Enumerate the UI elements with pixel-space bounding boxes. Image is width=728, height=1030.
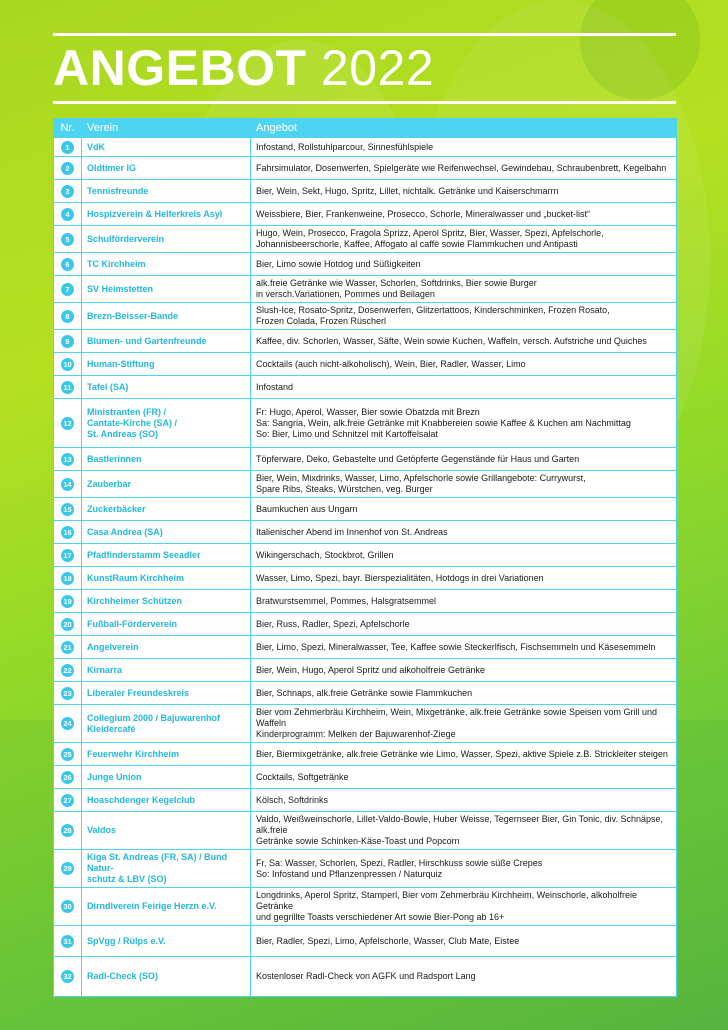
table-row xyxy=(54,613,677,636)
offer-cell xyxy=(251,812,677,850)
offer-line: Getränke sowie Schinken-Käse-Toast und Popcorn xyxy=(256,836,460,846)
club-name-cell xyxy=(82,888,251,926)
number-badge: 4 xyxy=(61,208,74,221)
club-name-cell xyxy=(82,138,251,157)
table-body xyxy=(54,138,677,997)
number-badge: 29 xyxy=(61,862,74,875)
offer-cell xyxy=(251,157,677,180)
offer-cell xyxy=(251,743,677,766)
row-number-cell xyxy=(54,353,82,376)
offer-cell xyxy=(251,376,677,399)
offer-line: und gegrillte Toasts verschiedener Art sowie Bier-Pong ab 16+ xyxy=(256,912,505,922)
table-row xyxy=(54,544,677,567)
club-name-cell xyxy=(82,521,251,544)
row-number-cell xyxy=(54,138,82,157)
offer-line: Bier, Schnaps, alk.freie Getränke sowie Flammkuchen xyxy=(256,687,473,698)
club-name-cell xyxy=(82,659,251,682)
offer-line: Italienischer Abend im Innenhof von St. Andreas xyxy=(256,526,448,537)
offer-cell xyxy=(251,399,677,448)
offer-cell xyxy=(251,705,677,743)
number-badge: 18 xyxy=(61,572,74,585)
club-name-cell xyxy=(82,376,251,399)
club-name-line: St. Andreas (SO) xyxy=(87,428,159,439)
offer-line: Cocktails, Softgetränke xyxy=(256,771,349,782)
row-number-cell xyxy=(54,203,82,226)
offer-cell xyxy=(251,303,677,330)
number-badge: 13 xyxy=(61,453,74,466)
title-rule-top xyxy=(53,33,676,36)
offer-line: Frozen Colada, Frozen Rüscherl xyxy=(256,316,387,326)
number-badge: 1 xyxy=(61,141,74,154)
offer-line: Baumkuchen aus Ungarn xyxy=(256,503,358,514)
number-badge: 6 xyxy=(61,258,74,271)
club-name-line: Dirndlverein Feirige Herzn e.V. xyxy=(87,901,217,911)
offer-line: Bratwurstsemmel, Pommes, Halsgratsemmel xyxy=(256,595,437,606)
number-badge: 9 xyxy=(61,335,74,348)
offer-cell xyxy=(251,138,677,157)
club-name-cell xyxy=(82,705,251,743)
offer-line: Weissbiere, Bier, Frankenweine, Prosecco, Schorle, Mineralwasser und „bucket-list“ xyxy=(256,208,590,219)
number-badge: 32 xyxy=(61,970,74,983)
club-name-line: Zauberbar xyxy=(87,478,132,489)
table-row xyxy=(54,138,677,157)
table-row xyxy=(54,590,677,613)
row-number-cell xyxy=(54,448,82,471)
offer-line: Hugo, Wein, Prosecco, Fragola Sprizz, Aperol Spritz, Bier, Wasser, Spezi, Apfelschorle, xyxy=(256,228,604,238)
offer-line: Fr: Hugo, Aperol, Wasser, Bier sowie Obatzda mit Brezn xyxy=(256,406,480,417)
number-badge: 8 xyxy=(61,310,74,323)
club-name-line: Bastlerinnen xyxy=(87,453,142,464)
row-number-cell xyxy=(54,812,82,850)
offer-line: Valdo, Weißweinschorle, Lillet-Valdo-Bowle, Huber Weisse, Tegernseer Bier, Gin Tonic, div. Schnäpse, alk.freie xyxy=(256,814,664,835)
number-badge: 26 xyxy=(61,771,74,784)
club-name-line: Zuckerbäcker xyxy=(87,503,146,514)
table-row xyxy=(54,353,677,376)
title-rule-bottom xyxy=(53,101,676,104)
offer-cell xyxy=(251,521,677,544)
club-name-line: Kirchheimer Schützen xyxy=(87,595,183,606)
table-row xyxy=(54,399,677,448)
club-name-cell xyxy=(82,636,251,659)
offer-cell xyxy=(251,613,677,636)
number-badge: 14 xyxy=(61,478,74,491)
table-row xyxy=(54,521,677,544)
table-row xyxy=(54,157,677,180)
club-name-cell xyxy=(82,330,251,353)
row-number-cell xyxy=(54,157,82,180)
row-number-cell xyxy=(54,303,82,330)
club-name-line: Tennisfreunde xyxy=(87,185,149,196)
club-name-cell xyxy=(82,590,251,613)
club-name-cell xyxy=(82,399,251,448)
offer-line: Bier, Limo, Spezi, Mineralwasser, Tee, Kaffee sowie Steckerlfisch, Fischsemmeln und Käsesemmeln xyxy=(256,641,656,652)
offer-line: Bier, Biermixgetränke, alk.freie Getränke wie Limo, Wasser, Spezi, aktive Spiele z.B. Strickleiter steigen xyxy=(256,748,668,759)
table-row xyxy=(54,498,677,521)
club-name-line: Radl-Check (SO) xyxy=(87,971,159,981)
club-name-line: Hoaschdenger Kegelclub xyxy=(87,794,196,805)
table-row xyxy=(54,636,677,659)
table-row xyxy=(54,567,677,590)
offer-cell xyxy=(251,253,677,276)
club-name-cell xyxy=(82,957,251,997)
club-name-line: Tafel (SA) xyxy=(87,381,129,392)
club-name-line: Cantate-Kirche (SA) / xyxy=(87,417,178,428)
table-row xyxy=(54,448,677,471)
row-number-cell xyxy=(54,544,82,567)
offer-cell xyxy=(251,567,677,590)
row-number-cell xyxy=(54,888,82,926)
offer-cell xyxy=(251,850,677,888)
offer-line: Bier, Limo sowie Hotdog und Süßigkeiten xyxy=(256,258,421,269)
row-number-cell xyxy=(54,521,82,544)
offer-cell xyxy=(251,498,677,521)
offer-line: Slush-Ice, Rosato-Spritz, Dosenwerfen, Glitzertattoos, Kinderschminken, Frozen Rosato, xyxy=(256,305,610,315)
row-number-cell xyxy=(54,682,82,705)
club-name-line: Ministranten (FR) / xyxy=(87,406,166,417)
club-name-cell xyxy=(82,303,251,330)
offer-line: Wasser, Limo, Spezi, bayr. Bierspezialitäten, Hotdogs in drei Variationen xyxy=(256,572,544,583)
row-number-cell xyxy=(54,789,82,812)
row-number-cell xyxy=(54,567,82,590)
table-row xyxy=(54,888,677,926)
club-name-line: VdK xyxy=(87,141,105,152)
club-name-cell xyxy=(82,743,251,766)
table-row xyxy=(54,926,677,957)
number-badge: 11 xyxy=(61,381,74,394)
number-badge: 28 xyxy=(61,824,74,837)
table-row xyxy=(54,471,677,498)
number-badge: 3 xyxy=(61,185,74,198)
offer-table xyxy=(53,118,677,997)
row-number-cell xyxy=(54,743,82,766)
offer-cell xyxy=(251,276,677,303)
club-name-line: Casa Andrea (SA) xyxy=(87,526,163,537)
row-number-cell xyxy=(54,180,82,203)
table-row xyxy=(54,253,677,276)
offer-cell xyxy=(251,888,677,926)
number-badge: 31 xyxy=(61,935,74,948)
offer-line: Töpferware, Deko, Gebastelte und Getöpferte Gegenstände für Haus und Garten xyxy=(256,453,580,464)
table-header-row xyxy=(54,119,677,138)
offer-cell xyxy=(251,682,677,705)
number-badge: 30 xyxy=(61,900,74,913)
row-number-cell xyxy=(54,590,82,613)
offer-cell xyxy=(251,203,677,226)
number-badge: 12 xyxy=(61,417,74,430)
offer-line: Infostand xyxy=(256,381,294,392)
offer-line: Sa: Sangria, Wein, alk.freie Getränke mit Knabbereien sowie Kaffee & Kuchen am Nachmittag xyxy=(256,417,631,428)
club-name-cell xyxy=(82,253,251,276)
offer-line: Kinderprogramm: Melken der Bajuwarenhof-Ziege xyxy=(256,729,456,739)
offer-cell xyxy=(251,330,677,353)
offer-line: Johannisbeerschorle, Kaffee, Affogato al caffè sowie Flammkuchen und Antipasti xyxy=(256,239,578,249)
number-badge: 7 xyxy=(61,283,74,296)
table-row xyxy=(54,850,677,888)
offer-line: So: Infostand und Pflanzenpressen / Naturquiz xyxy=(256,868,443,879)
club-name-line: SV Heimstetten xyxy=(87,283,154,294)
club-name-line: Hospizverein & Helferkreis Asyl xyxy=(87,208,223,219)
number-badge: 21 xyxy=(61,641,74,654)
row-number-cell xyxy=(54,376,82,399)
club-name-cell xyxy=(82,567,251,590)
offer-line: Wikingerschach, Stockbrot, Grillen xyxy=(256,549,394,560)
table-row xyxy=(54,812,677,850)
offer-cell xyxy=(251,180,677,203)
offer-cell xyxy=(251,471,677,498)
row-number-cell xyxy=(54,957,82,997)
club-name-line: Kiga St. Andreas (FR, SA) / Bund Natur- xyxy=(87,852,228,873)
offer-line: alk.freie Getränke wie Wasser, Schorlen, Softdrinks, Bier sowie Burger xyxy=(256,278,537,288)
table-row xyxy=(54,226,677,253)
offer-line: Fr, Sa: Wasser, Schorlen, Spezi, Radler, Hirschkuss sowie süße Crepes xyxy=(256,857,543,868)
table-row xyxy=(54,743,677,766)
club-name-line: Kirnarra xyxy=(87,664,123,675)
row-number-cell xyxy=(54,330,82,353)
number-badge: 17 xyxy=(61,549,74,562)
club-name-line: Kleidercafé xyxy=(87,723,136,734)
number-badge: 22 xyxy=(61,664,74,677)
table-row xyxy=(54,330,677,353)
table-row xyxy=(54,659,677,682)
offer-line: Kaffee, div. Schorlen, Wasser, Säfte, Wein sowie Kuchen, Waffeln, versch. Aufstriche und Quiches xyxy=(256,335,647,346)
title-bold: ANGEBOT xyxy=(53,40,307,96)
club-name-line: Fußball-Förderverein xyxy=(87,618,178,629)
club-name-line: Human-Stiftung xyxy=(87,358,155,369)
row-number-cell xyxy=(54,850,82,888)
header-offer: Angebot xyxy=(251,119,677,138)
club-name-line: Pfadfinderstamm Seeadler xyxy=(87,549,201,560)
offer-line: Bier, Radler, Spezi, Limo, Apfelschorle, Wasser, Club Mate, Eistee xyxy=(256,935,520,946)
club-name-line: Collegium 2000 / Bajuwarenhof xyxy=(87,712,221,723)
club-name-cell xyxy=(82,812,251,850)
offer-line: Bier, Wein, Hugo, Aperol Spritz und alkoholfreie Getränke xyxy=(256,664,485,675)
number-badge: 15 xyxy=(61,503,74,516)
number-badge: 27 xyxy=(61,794,74,807)
offer-line: Infostand, Rollstuhlparcour, Sinnesfühlspiele xyxy=(256,141,434,152)
offer-cell xyxy=(251,544,677,567)
club-name-cell xyxy=(82,353,251,376)
club-name-line: TC Kirchheim xyxy=(87,258,146,269)
club-name-cell xyxy=(82,226,251,253)
table-row xyxy=(54,276,677,303)
offer-line: Spare Ribs, Steaks, Würstchen, veg. Burger xyxy=(256,484,433,494)
offer-line: Bier vom Zehmerbräu Kirchheim, Wein, Mixgetränke, alk.freie Getränke sowie Speisen vom Grill und Waffeln xyxy=(256,707,657,728)
club-name-line: Blumen- und Gartenfreunde xyxy=(87,335,207,346)
offer-cell xyxy=(251,353,677,376)
offer-cell xyxy=(251,926,677,957)
offer-cell xyxy=(251,226,677,253)
number-badge: 20 xyxy=(61,618,74,631)
number-badge: 2 xyxy=(61,162,74,175)
offer-line: Bier, Wein, Sekt, Hugo, Spritz, Lillet, nichtalk. Getränke und Kaiserschmarrn xyxy=(256,185,559,196)
offer-cell xyxy=(251,590,677,613)
offer-cell xyxy=(251,448,677,471)
club-name-cell xyxy=(82,682,251,705)
number-badge: 16 xyxy=(61,526,74,539)
club-name-cell xyxy=(82,498,251,521)
number-badge: 23 xyxy=(61,687,74,700)
offer-line: So: Bier, Limo und Schnitzel mit Kartoffelsalat xyxy=(256,428,438,439)
offer-line: Fahrsimulator, Dosenwerfen, Spielgeräte wie Reifenwechsel, Gewindebau, Schraubenbrett, Kegelbahn xyxy=(256,162,667,173)
row-number-cell xyxy=(54,471,82,498)
title-year: 2022 xyxy=(320,40,435,96)
offer-line: Kölsch, Softdrinks xyxy=(256,794,329,805)
club-name-cell xyxy=(82,544,251,567)
offer-line: Bier, Wein, Mixdrinks, Wasser, Limo, Apfelschorle sowie Grillangebote: Currywurst, xyxy=(256,473,586,483)
club-name-line: schutz & LBV (SO) xyxy=(87,874,167,884)
club-name-line: Valdos xyxy=(87,825,117,835)
table-row xyxy=(54,789,677,812)
offer-line: in versch.Variationen, Pommes und Beilagen xyxy=(256,289,435,299)
row-number-cell xyxy=(54,705,82,743)
row-number-cell xyxy=(54,636,82,659)
club-name-line: Junge Union xyxy=(87,771,142,782)
club-name-cell xyxy=(82,926,251,957)
table-row xyxy=(54,376,677,399)
offer-cell xyxy=(251,957,677,997)
table-row xyxy=(54,180,677,203)
table-row xyxy=(54,957,677,997)
offer-cell xyxy=(251,766,677,789)
offer-line: Cocktails (auch nicht-alkoholisch), Wein, Bier, Radler, Wasser, Limo xyxy=(256,358,526,369)
number-badge: 5 xyxy=(61,233,74,246)
club-name-line: Brezn-Beisser-Bande xyxy=(87,310,179,321)
page-title xyxy=(53,38,434,98)
header-club: Verein xyxy=(82,119,251,138)
header-nr: Nr. xyxy=(54,119,82,138)
row-number-cell xyxy=(54,926,82,957)
row-number-cell xyxy=(54,276,82,303)
club-name-cell xyxy=(82,613,251,636)
offer-line: Kostenloser Radl-Check von AGFK und Radsport Lang xyxy=(256,971,476,981)
club-name-cell xyxy=(82,276,251,303)
number-badge: 24 xyxy=(61,717,74,730)
offer-cell xyxy=(251,789,677,812)
row-number-cell xyxy=(54,613,82,636)
club-name-cell xyxy=(82,766,251,789)
offer-cell xyxy=(251,636,677,659)
row-number-cell xyxy=(54,253,82,276)
club-name-line: Liberaler Freundeskreis xyxy=(87,687,190,698)
table-row xyxy=(54,682,677,705)
offer-line: Longdrinks, Aperol Spritz, Stamperl, Bier vom Zehmerbräu Kirchheim, Weinschorle, alkoholfreie Getränke xyxy=(256,890,637,911)
table-row xyxy=(54,705,677,743)
club-name-cell xyxy=(82,448,251,471)
row-number-cell xyxy=(54,766,82,789)
club-name-cell xyxy=(82,789,251,812)
row-number-cell xyxy=(54,498,82,521)
club-name-line: Angelverein xyxy=(87,641,139,652)
club-name-line: Oldtimer IG xyxy=(87,162,137,173)
club-name-cell xyxy=(82,471,251,498)
number-badge: 25 xyxy=(61,748,74,761)
club-name-cell xyxy=(82,157,251,180)
table-row xyxy=(54,303,677,330)
row-number-cell xyxy=(54,399,82,448)
row-number-cell xyxy=(54,659,82,682)
row-number-cell xyxy=(54,226,82,253)
club-name-cell xyxy=(82,203,251,226)
club-name-line: Feuerwehr Kirchheim xyxy=(87,748,180,759)
number-badge: 10 xyxy=(61,358,74,371)
offer-cell xyxy=(251,659,677,682)
number-badge: 19 xyxy=(61,595,74,608)
club-name-cell xyxy=(82,850,251,888)
club-name-line: SpVgg / Rülps e.V. xyxy=(87,935,166,946)
club-name-cell xyxy=(82,180,251,203)
offer-line: Bier, Russ, Radler, Spezi, Apfelschorle xyxy=(256,618,410,629)
table-row xyxy=(54,203,677,226)
club-name-line: KunstRaum Kirchheim xyxy=(87,572,185,583)
club-name-line: Schulförderverein xyxy=(87,233,165,244)
table-row xyxy=(54,766,677,789)
